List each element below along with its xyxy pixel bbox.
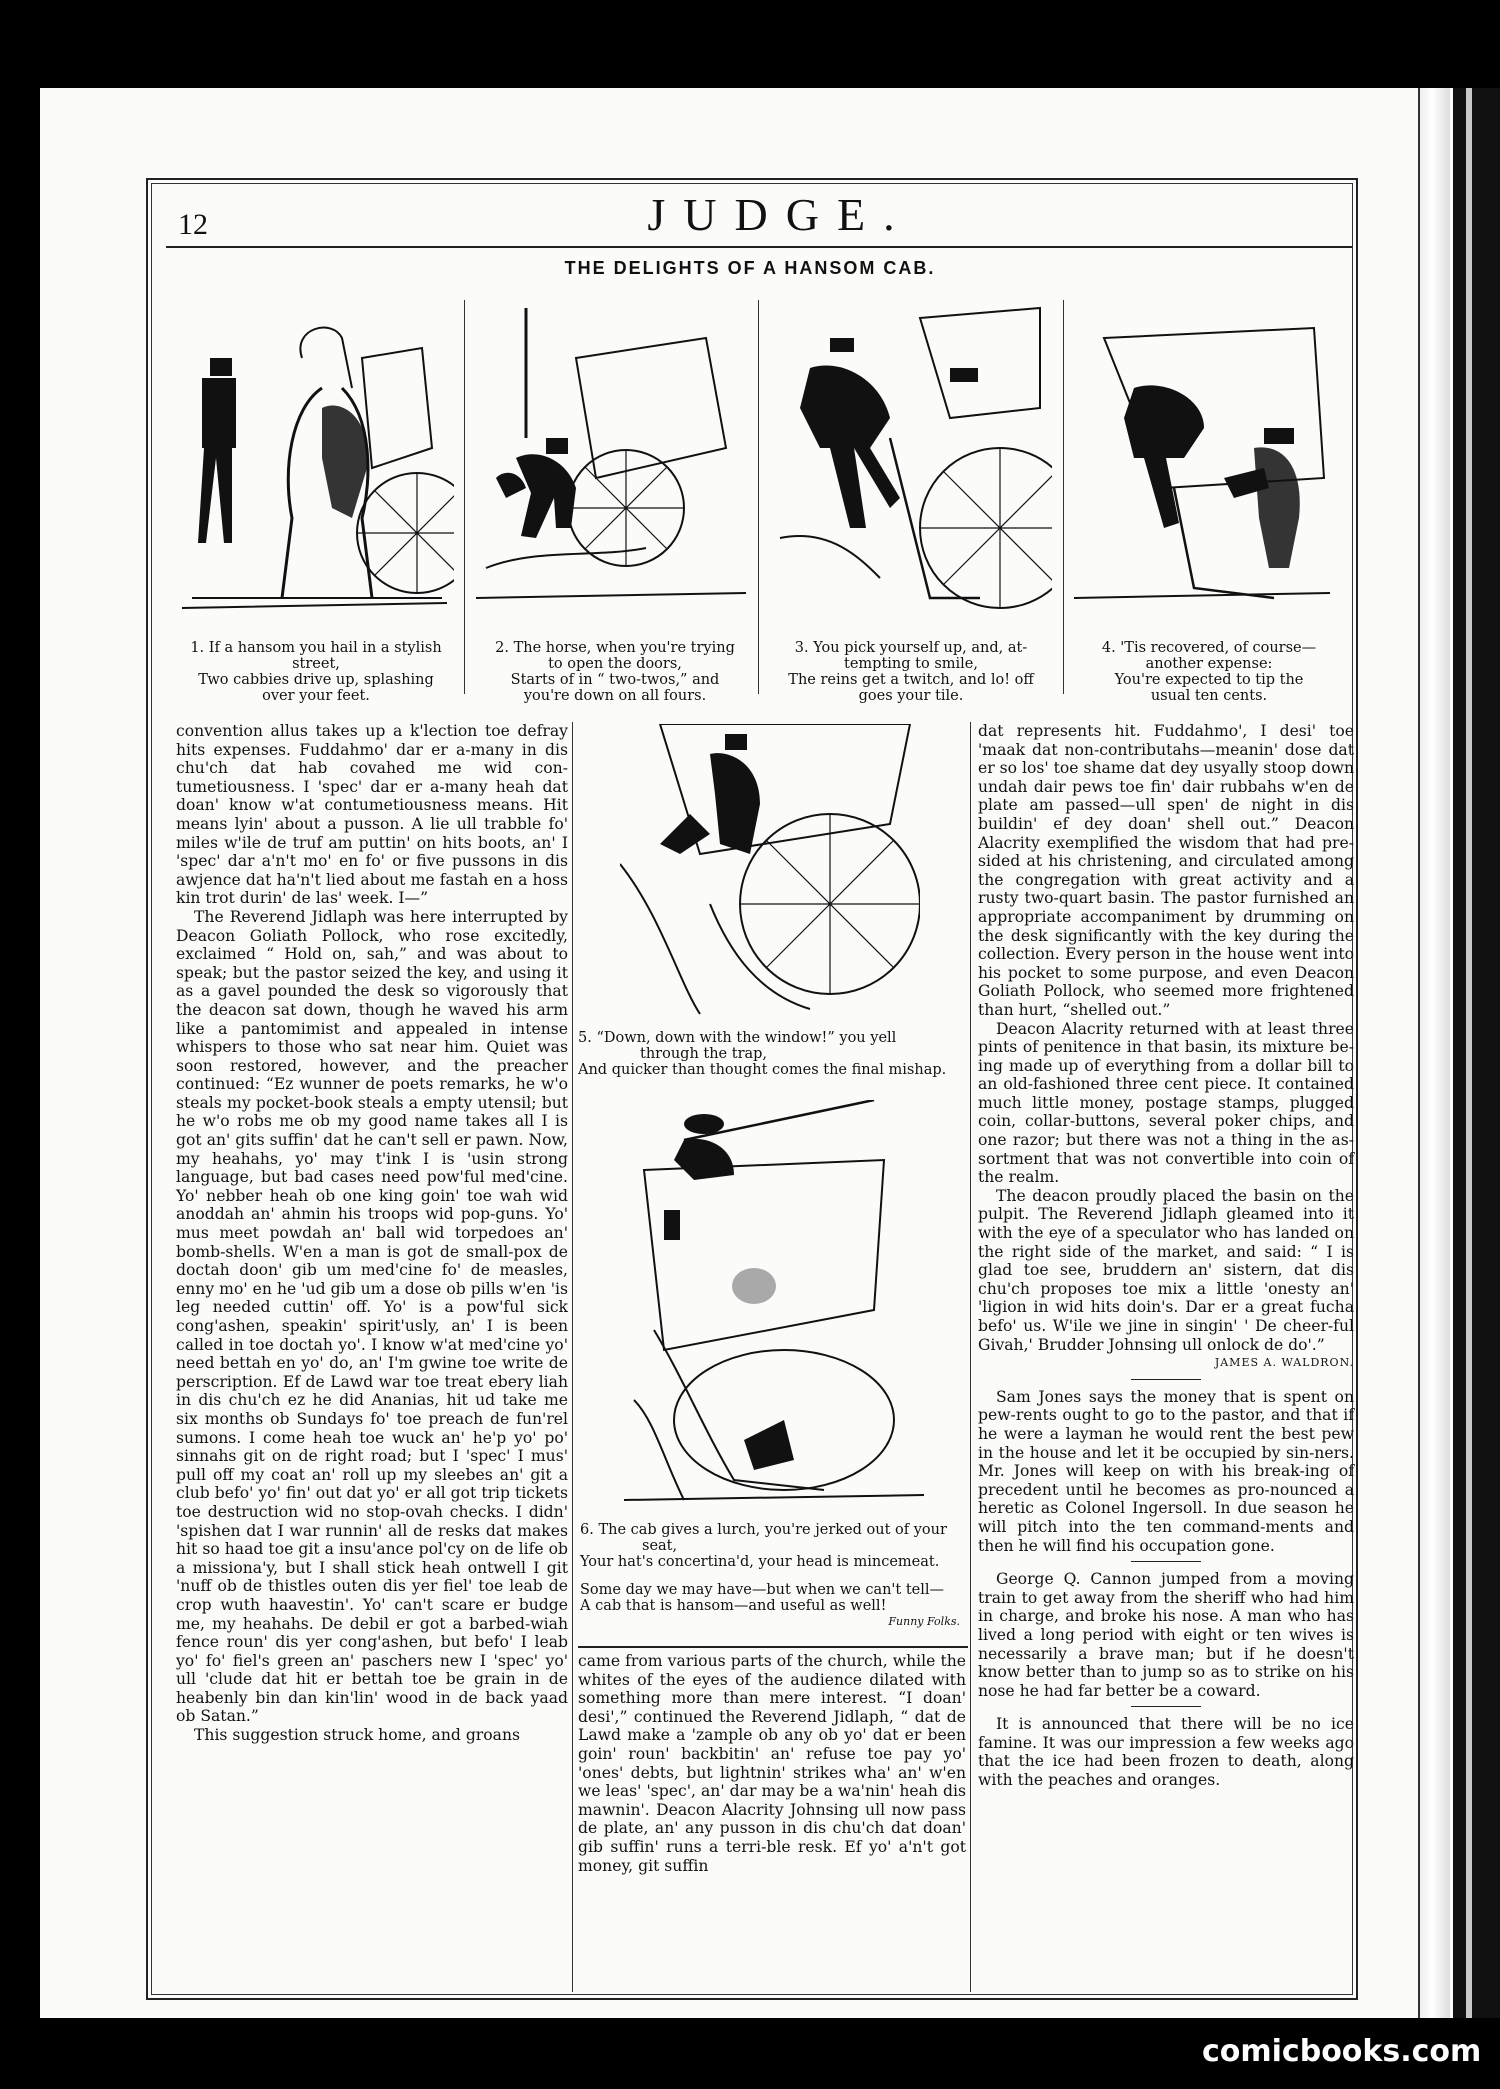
panel-6-illustration <box>624 1100 924 1510</box>
section-rule <box>1131 1706 1201 1707</box>
caption-line: seat, <box>642 1538 678 1554</box>
caption-line: And quicker than thought comes the final mishap. <box>578 1062 947 1078</box>
paragraph: convention allus takes up a k'lection toe defray hits expenses. Fuddahmo' dar er a-many in dis chu'ch dat hab covahed me wid con-tumetiousness. I 'spec' dar er a-many heah dat doan' know w'at contumetiousness means. Hit means lyin' about a pusson. A lie ull trabble fo' miles w'ile de truf am puttin' on hits boots, an' I 'spec' dar a'n't mo' en fo' or five pussons in dis awjence dat ha'n't lied about me fastah en a hoss kin trot durin' de las' week. I—” <box>176 722 568 908</box>
panel-6-drawing <box>624 1100 924 1510</box>
paragraph: came from various parts of the church, while the whites of the eyes of the audience dilated with something more than mere interest. “I doan' desi',” continued the Reverend Jidlaph, “ dat de Lawd make a 'zample ob any ob yo' dat er been goin' roun' backbitin' an' refuse toe pay yo' 'ones' debts, but lightnin' strikes wha' an' w'en we leas' 'spec', an' dar may be a wa'nin' heah dis mawnin'. Deacon Alacrity Johnsing ull now pass de plate, an' any pusson in dis chu'ch dat doan' gib suffin' runs a terri-ble resk. Ef yo' a'n't got money, git suffin <box>578 1652 966 1875</box>
paragraph: The Reverend Jidlaph was here interrupted by Deacon Goliath Pollock, who rose excitedly, exclaimed “ Hold on, sah,” and was about to speak; but the pastor seized the key, and using it as a gavel pounded the desk so vigorously that the deacon sat down, though he waved his arm like a pantomimist and appealed in intense whispers to those who sat near him. Quiet was soon restored, however, and the preacher continued: “Ez wunner de poets remarks, he w'o steals my pocket-book steals a empty utensil; but he w'o robs me ob my good name takes all I is got an' gits suffin' dat he can't sell er pawn. Now, my heahahs, yo' may t'ink I is 'usin strong language, but bad cases need pow'ful med'cine. Yo' nebber heah ob one king goin' toe wah wid anoddah an' ahmin his troops wid pop-guns. Yo' mus meet powdah an' ball wid torpedoes an' bomb-shells. W'en a man is got de small-pox de doctah doon' gib um med'cine fo' de measles, enny mo' en he 'ud gib um a dose ob pills w'en 'is leg needed cuttin' off. Yo' is a pow'ful sick cong'ashen, speakin' spirit'usly, an' I is been called in toe doctah yo'. I know w'at med'cine yo' need bettah en yo' do, an' I'm gwine toe write de perscription. Ef de Lawd war toe treat ebery liah in dis chu'ch ez he did Ananias, hit ud take me six months ob Sundays fo' toe preach de fun'rel sumons. I come heah toe wuck an' he'p yo' po' sinnahs git on de right road; but I 'spec' I mus' pull off my coat an' roll up my sleebes an' git a club befo' yo' fin' out dat yo' er all got trip tickets toe destruction wid no stop-ovah checks. I didn' 'spishen dat I war runnin' all de resks dat makes hit so haad toe git a insu'ance pol'cy on de life ob a missiona'y, but I shall stick heah ontwell I git 'nuff ob de thistles outen dis yer fiel' toe leab de crop wuth haavestin'. Yo' can't scare er budge me, my heahahs. De debil er got a barbed-wiah fence roun' dis yer cong'ashen, but befo' I leab yo' fo' fiel's green an' paschers new I 'spec' yo' ull 'clude dat hit er bettah toe be grain in de heabenly bin dan kin'lin' wood in de back yaad ob Satan.” <box>176 907 568 1726</box>
panel-4-drawing <box>1074 318 1330 618</box>
caption-line: tempting to smile, <box>844 656 978 672</box>
panel-divider-3 <box>1063 300 1064 694</box>
caption-line: Two cabbies drive up, splashing <box>198 672 434 688</box>
verse-line: A cab that is hansom—and useful as well! <box>580 1598 887 1614</box>
panel-5-caption <box>578 1030 966 1078</box>
panel-2-caption <box>476 640 754 704</box>
caption-line: 3. You pick yourself up, and, at- <box>794 640 1028 656</box>
verse-line: Some day we may have—but when we can't tell— <box>580 1582 945 1598</box>
spine-strip <box>1466 88 1472 2018</box>
caption-line: another expense: <box>1145 656 1273 672</box>
caption-line: over your feet. <box>262 688 370 704</box>
panel-4-caption <box>1074 640 1344 704</box>
book-spine <box>1453 88 1500 2018</box>
news-item: George Q. Cannon jumped from a moving train to get away from the sheriff who had him in charge, and broke his nose. A man who has lived a long period with eight or ten wives is necessarily a brave man; but if he doesn't know better than to jump so as to strike on his nose he had far better be a coward. <box>978 1570 1354 1700</box>
section-rule <box>1131 1379 1201 1380</box>
panel-2-drawing <box>476 298 746 618</box>
panel-5-drawing <box>620 724 920 1016</box>
site-watermark: comicbooks.com <box>1202 2034 1482 2069</box>
news-item: It is announced that there will be no ice famine. It was our impression a few weeks ago that the ice had been frozen to death, along with the peaches and oranges. <box>978 1715 1354 1790</box>
caption-line: Your hat's concertina'd, your head is mincemeat. <box>580 1554 940 1570</box>
caption-line: through the trap, <box>640 1046 768 1062</box>
caption-line: You're expected to tip the <box>1114 672 1304 688</box>
middle-column-rule <box>578 1646 968 1648</box>
panel-4-illustration <box>1074 318 1330 618</box>
panel-3-caption <box>770 640 1052 704</box>
caption-line: The reins get a twitch, and lo! off <box>788 672 1034 688</box>
caption-line: 5. “Down, down with the window!” you yell <box>578 1030 897 1046</box>
page-title: THE DELIGHTS OF A HANSOM CAB. <box>564 258 936 278</box>
article-column-2 <box>578 1652 966 1875</box>
column-divider-left <box>572 722 573 1992</box>
page-number: 12 <box>178 208 208 241</box>
header-rule <box>166 246 1352 248</box>
caption-line: goes your tile. <box>858 688 964 704</box>
caption-line: 1. If a hansom you hail in a stylish <box>190 640 442 656</box>
article-column-1 <box>176 722 568 1745</box>
paragraph: This suggestion struck home, and groans <box>194 1726 520 1745</box>
panel-divider-2 <box>758 300 759 694</box>
scan-border-left <box>0 0 40 2089</box>
article-column-3 <box>978 722 1354 1790</box>
verse-ending <box>580 1582 960 1630</box>
panel-3-illustration <box>770 298 1052 622</box>
news-item: Sam Jones says the money that is spent on pew-rents ought to go to the pastor, and that if he were a layman he would rent the best pew in the house and let it be occupied by sin-ners. Mr. Jones will keep on with his break-ing of precedent until he becomes as pro-nounced a heretic as Colonel Ingersoll. In due season he will pitch into the ten command-ments and then he will find his occupation gone. <box>978 1387 1354 1555</box>
caption-line: street, <box>292 656 340 672</box>
paragraph: dat represents hit. Fuddahmo', I desi' toe 'maak dat non-contributahs—meanin' dose dat er so los' toe shame dat dey usyally stoop down undah dair pews toe fin' dair rubbahs w'en de plate am passed—ull spen' de night in dis buildin' ef dey doan' shell out.” Deacon Alacrity exemplified the wisdom that had pre-sided at his christening, and circulated among the congregation with great activity and a rusty two-quart basin. The pastor furnished an appropriate accompaniment by drumming on the desk significantly with the key during the collection. Every person in the house went into his pocket to some purpose, and even Deacon Goliath Pollock, who seemed more frightened than hurt, “shelled out.” <box>978 722 1354 1019</box>
panel-1-caption <box>180 640 452 704</box>
page-edge <box>1418 88 1450 2018</box>
panel-6-caption <box>580 1522 968 1570</box>
panel-1-illustration <box>172 298 454 618</box>
column-divider-right <box>970 722 971 1992</box>
caption-line: Starts of in “ two-twos,” and <box>510 672 720 688</box>
panel-1-drawing <box>172 298 454 618</box>
panel-3-drawing <box>770 298 1052 622</box>
author-signature: JAMES A. WALDRON. <box>1214 1356 1354 1370</box>
panel-divider-1 <box>464 300 465 694</box>
caption-line: usual ten cents. <box>1150 688 1268 704</box>
caption-line: you're down on all fours. <box>523 688 707 704</box>
verse-credit: Funny Folks. <box>888 1615 960 1628</box>
caption-line: 2. The horse, when you're trying <box>495 640 735 656</box>
panel-5-illustration <box>620 724 920 1016</box>
section-rule <box>1131 1561 1201 1562</box>
paragraph: Deacon Alacrity returned with at least three pints of penitence in that basin, its mixture be-ing made up of everything from a dollar bill to an old-fashioned three cent piece. It contained much little money, postage stamps, plugged coin, collar-buttons, several poker chips, and one razor; but there was not a thing in the as-sortment that was not convertible into coin of the realm. <box>978 1019 1354 1187</box>
caption-line: 6. The cab gives a lurch, you're jerked out of your <box>580 1522 947 1538</box>
paragraph: The deacon proudly placed the basin on the pulpit. The Reverend Jidlaph gleamed into it with the eye of a speculator who has landed on the right side of the market, and said: “ I is glad toe see, bruddern an' sistern, dat dis chu'ch proposes toe mix a little 'onesty an' 'ligion in wid hits doin's. Dar er a great fucha befo' us. W'ile we jine in singin' ' De cheer-ful Givah,' Brudder Johnsing ull onlock de do'.” <box>978 1186 1354 1354</box>
masthead: JUDGE. <box>647 189 913 240</box>
caption-line: to open the doors, <box>548 656 682 672</box>
caption-line: 4. 'Tis recovered, of course— <box>1101 640 1317 656</box>
panel-2-illustration <box>476 298 746 618</box>
